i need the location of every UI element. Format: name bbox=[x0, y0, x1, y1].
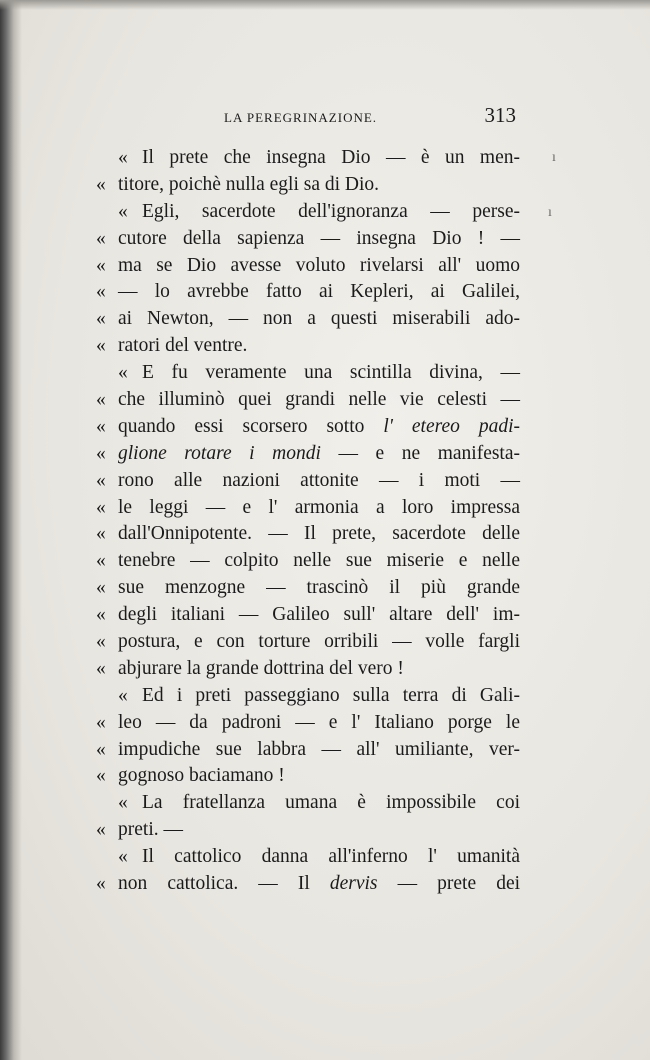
text-line bbox=[96, 145, 520, 172]
guillemet: « bbox=[96, 281, 106, 303]
guillemet: « bbox=[96, 765, 106, 787]
text-line bbox=[96, 306, 520, 333]
guillemet: « bbox=[96, 550, 106, 572]
guillemet: « bbox=[118, 147, 128, 168]
binding-edge bbox=[0, 0, 22, 1060]
text-line bbox=[96, 414, 520, 441]
line-text: — lo avrebbe fatto ai Kepleri, ai Galilei, bbox=[118, 281, 520, 303]
guillemet: « bbox=[96, 469, 106, 491]
guillemet: « bbox=[96, 496, 106, 518]
guillemet: « bbox=[96, 415, 106, 437]
text-line bbox=[96, 710, 520, 737]
text-line bbox=[96, 790, 520, 817]
page-top-edge bbox=[0, 0, 650, 10]
line-text: Ed i preti passeggiano sulla terra di Gali- bbox=[142, 684, 520, 706]
text-line bbox=[96, 387, 520, 414]
guillemet: « bbox=[96, 254, 106, 276]
guillemet: « bbox=[118, 846, 128, 868]
line-text: che illuminò quei grandi nelle vie celesti — bbox=[118, 389, 520, 411]
guillemet: « bbox=[118, 792, 128, 814]
text-line bbox=[96, 575, 520, 602]
line-text: preti. — bbox=[118, 819, 183, 841]
line-text: ratori del ventre. bbox=[118, 335, 248, 357]
text-line bbox=[96, 333, 520, 360]
line-text: La fratellanza umana è impossibile coi bbox=[142, 792, 520, 814]
guillemet: « bbox=[96, 577, 106, 599]
text-line bbox=[96, 172, 520, 199]
line-text: titore, poichè nulla egli sa di Dio. bbox=[118, 173, 380, 195]
running-head: LA PEREGRINAZIONE. bbox=[224, 110, 378, 125]
guillemet: « bbox=[96, 711, 106, 733]
guillemet: « bbox=[96, 873, 106, 895]
text-line bbox=[96, 495, 520, 522]
guillemet: « bbox=[118, 362, 128, 384]
line-text: impudiche sue labbra — all' umiliante, ver- bbox=[118, 738, 520, 760]
line-text: ma se Dio avesse voluto rivelarsi all' uomo bbox=[118, 254, 520, 276]
text-line bbox=[96, 199, 520, 226]
line-text: glione rotare i mondi — e ne manifesta- bbox=[118, 442, 521, 464]
page-header bbox=[224, 103, 516, 129]
guillemet: « bbox=[96, 819, 106, 841]
text-line bbox=[96, 656, 520, 683]
line-text: sue menzogne — trascinò il più grande bbox=[118, 577, 520, 599]
guillemet: « bbox=[118, 684, 128, 706]
text-line bbox=[96, 253, 520, 280]
text-line bbox=[96, 817, 520, 844]
text-line bbox=[96, 226, 520, 253]
text-line bbox=[96, 629, 520, 656]
line-text: Il prete che insegna Dio — è un men- bbox=[142, 147, 520, 168]
text-line bbox=[96, 441, 520, 468]
margin-mark: ı bbox=[552, 150, 556, 165]
guillemet: « bbox=[96, 442, 106, 464]
text-line bbox=[96, 844, 520, 871]
guillemet: « bbox=[96, 738, 106, 760]
guillemet: « bbox=[96, 308, 106, 330]
line-text: leo — da padroni — e l' Italiano porge le bbox=[118, 711, 520, 733]
guillemet: « bbox=[96, 389, 106, 411]
line-text: non cattolica. — Il dervis — prete dei bbox=[118, 873, 521, 895]
text-line bbox=[96, 683, 520, 710]
guillemet: « bbox=[96, 335, 106, 357]
line-text: le leggi — e l' armonia a loro impressa bbox=[118, 496, 520, 518]
body-text bbox=[96, 145, 520, 898]
line-text: Egli, sacerdote dell'ignoranza — perse- bbox=[142, 200, 520, 222]
text-line bbox=[96, 763, 520, 790]
line-text: degli italiani — Galileo sull' altare dell' im- bbox=[118, 604, 520, 626]
text-line bbox=[96, 279, 520, 306]
guillemet: « bbox=[96, 631, 106, 653]
text-line bbox=[96, 871, 520, 898]
line-text: ai Newton, — non a questi miserabili ado- bbox=[118, 308, 520, 330]
margin-mark: ı bbox=[548, 205, 552, 220]
line-text: tenebre — colpito nelle sue miserie e nelle bbox=[118, 550, 520, 572]
guillemet: « bbox=[96, 227, 106, 249]
guillemet: « bbox=[96, 523, 106, 545]
text-line bbox=[96, 521, 520, 548]
guillemet: « bbox=[96, 604, 106, 626]
guillemet: « bbox=[96, 657, 106, 679]
line-text: Il cattolico danna all'inferno l' umanità bbox=[142, 846, 520, 868]
line-text: E fu veramente una scintilla divina, — bbox=[142, 362, 520, 384]
text-line bbox=[96, 737, 520, 764]
line-text: rono alle nazioni attonite — i moti — bbox=[118, 469, 520, 491]
line-text: quando essi scorsero sotto l' etereo padi- bbox=[118, 415, 521, 437]
line-text: dall'Onnipotente. — Il prete, sacerdote delle bbox=[118, 523, 520, 545]
line-text: gognoso baciamano ! bbox=[118, 765, 285, 787]
page-number: 313 bbox=[484, 103, 516, 127]
text-line bbox=[96, 602, 520, 629]
text-line bbox=[96, 468, 520, 495]
line-text: cutore della sapienza — insegna Dio ! — bbox=[118, 227, 520, 249]
text-line bbox=[96, 360, 520, 387]
guillemet: « bbox=[118, 200, 128, 222]
guillemet: « bbox=[96, 173, 106, 195]
line-text: abjurare la grande dottrina del vero ! bbox=[118, 657, 404, 679]
text-line bbox=[96, 548, 520, 575]
line-text: postura, e con torture orribili — volle fargli bbox=[118, 631, 520, 653]
